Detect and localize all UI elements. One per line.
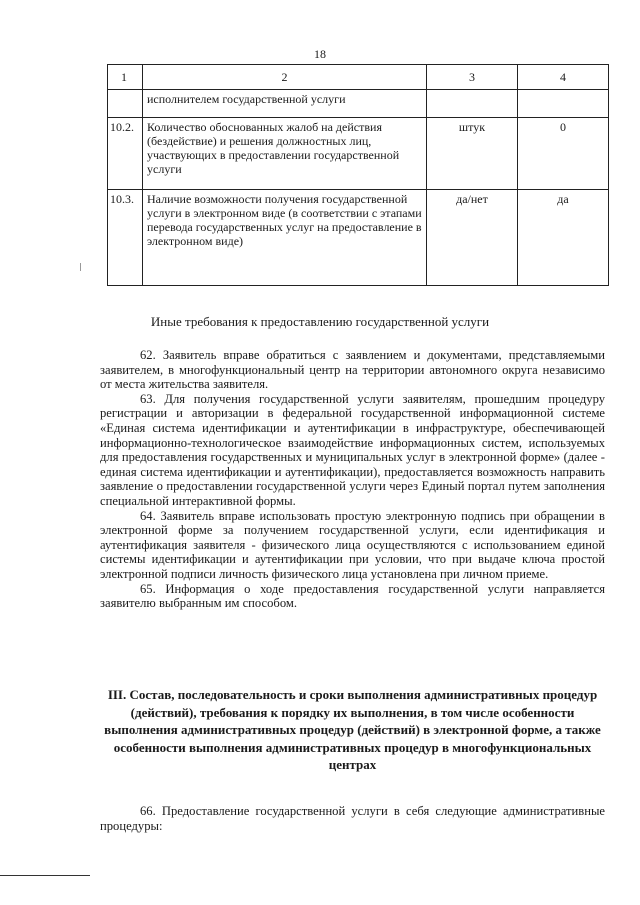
table-row bbox=[108, 190, 609, 286]
row-unit: штук bbox=[427, 118, 518, 190]
paragraph-66: 66. Предоставление государственной услуги в себя следующие административные процедуры: bbox=[100, 804, 605, 833]
indicators-table bbox=[107, 64, 609, 286]
subheading: Иные требования к предоставлению государственной услуги bbox=[150, 314, 490, 329]
paragraph-62: 62. Заявитель вправе обратиться с заявлением и документами, представляемыми заявителем, в многофункциональный центр на территории автономного округа независимо от места жительства заявителя. bbox=[100, 348, 605, 392]
header-cell-2: 2 bbox=[143, 65, 427, 90]
paragraph-63: 63. Для получения государственной услуги заявителям, прошедшим процедуру регистрации и авторизации в федеральной государственной информационной системе «Единая система идентификации и аутентификации в инфраструктуре, обеспечивающей информационно-технологическое взаимодействие информационных систем, используемых для предоставления государственных и муниципальных услуг в электронной форме» (далее - единая система идентификации и аутентификации), предоставляется возможность направить заявление о предоставлении государственной услуги через Единый портал путем заполнения специальной интерактивной формы. bbox=[100, 391, 605, 508]
page-number: 18 bbox=[314, 47, 326, 61]
table-header-row bbox=[108, 65, 609, 90]
row-value: 0 bbox=[518, 118, 609, 190]
table-row bbox=[108, 118, 609, 190]
row-unit bbox=[427, 90, 518, 118]
section-title: III. Состав, последовательность и сроки выполнения административных процедур (действий), требования к порядку их выполнения, в том числе особенности выполнения административных процедур (действий) в электронной форме, а также особенности выполнения административных процедур в многофункциональных центрах bbox=[104, 687, 601, 772]
row-number: 10.3. bbox=[108, 190, 143, 286]
final-text bbox=[100, 804, 605, 833]
row-text: Количество обоснованных жалоб на действия (бездействие) и решения должностных лиц, участвующих в предоставлении государственной услуги bbox=[143, 118, 427, 190]
margin-mark bbox=[80, 263, 81, 271]
header-cell-3: 3 bbox=[427, 65, 518, 90]
row-number bbox=[108, 90, 143, 118]
row-unit: да/нет bbox=[427, 190, 518, 286]
header-cell-1: 1 bbox=[108, 65, 143, 90]
row-value: да bbox=[518, 190, 609, 286]
header-cell-4: 4 bbox=[518, 65, 609, 90]
row-text: Наличие возможности получения государственной услуги в электронном виде (в соответствии с этапами перевода государственных услуг на предоставление в электронном виде) bbox=[143, 190, 427, 286]
row-text: исполнителем государственной услуги bbox=[143, 90, 427, 118]
table-row bbox=[108, 90, 609, 118]
paragraph-65: 65. Информация о ходе предоставления государственной услуги направляется заявителю выбранным им способом. bbox=[100, 581, 605, 611]
body-text bbox=[100, 348, 605, 611]
footnote-divider bbox=[0, 875, 90, 876]
row-number: 10.2. bbox=[108, 118, 143, 190]
row-value bbox=[518, 90, 609, 118]
paragraph-64: 64. Заявитель вправе использовать простую электронную подпись при обращении в электронной форме за получением государственной услуги, если идентификация и аутентификация заявителя - физического лица осуществляются с использованием единой системы идентификации и аутентификации при условии, что при выдаче ключа простой электронной подписи личность физического лица установлена при личном приеме. bbox=[100, 508, 605, 581]
